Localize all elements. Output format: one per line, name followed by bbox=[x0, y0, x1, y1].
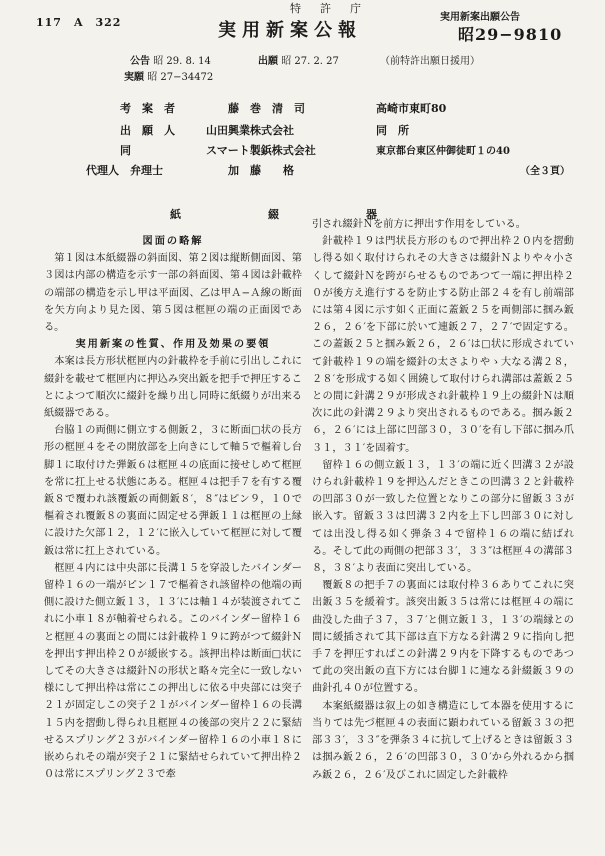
application-number: 昭 27−34472 bbox=[147, 72, 214, 83]
paragraph: 針載枠１９は門状長方形のもので押出枠２０内を摺動し得る如く取付けられその大きさは綴針Ｎよりや々小さくして綴針Ｎを跨がらせるものであつて一端に押出枠２０が後方え進行するを防止する防止部２４を有し前端部には第４図に示す如く正面に蓋鈑２５を両側部に掴み鈑２６，２６′を下部に於いて連鈑２７，２７′で固定する。この蓋鈑２５と掴み鈑２６，２６′は□状に形成されていて針載枠１９の端を綴針の太さよりやゝ大なる溝２８，２８′を形成する如く囲繞して取付けられ溝部は蓋鈑２５との間に針溝２９が形成され針載枠１９上の綴針Ｎは順次に此の針溝２９より突出されるものである。掴み鈑２６，２６′には上部に凹部３０，３０′を有し下部に掴み爪３１，３１′を固着す。 bbox=[312, 236, 574, 454]
application-number-label: 実願 bbox=[124, 72, 144, 83]
party-address: 高崎市東町80 bbox=[376, 102, 447, 115]
publication-number: 昭29−9810 bbox=[458, 25, 563, 44]
paragraph: 台脇１の両側に側立する側鈑２，３に断面□状の長方形の框匣４をその開放部を上向きにして軸５で樞着し台脚１に取付けた弾鈑６は框匣４の底面に接せしめて框匣を常に扛上せる状態にある。框匣４は把手７を有する覆鈑８で覆われ該覆鈑の両側鈑８′，８″はピン９，１０で樞着され覆鈑８の裏面に固定せる弾鈑１１は框匣の上縁に設けた欠部１２，１２′に嵌入していて框匣に対して覆鈑は常に扛上されている。 bbox=[44, 425, 302, 557]
paragraph: 框匣４内には中央部に長溝１５を穿設したバインダー留枠１６の一端がピン１７で樞着され該留枠の他端の両側に設けた側立鈑１３，１３′には軸１４が装渡されてこれに小車１８が軸着せられる。このバインダー留枠１６と框匣４の裏面との間には針載枠１９に跨がつて綴針Ｎを押出す押出枠２０が緩嵌する。該押出枠は断面□状にしてその大きさは綴針Ｎの形状と略々完全に一致しない様にして押出枠は常にこの押出しに依る中央部には突子２１が固定しこの突子２１がバインダー留枠１６の長溝１５内を摺動し得られ且框匣４の後部の突片２２に緊結せるスプリング２３がバインダー留枠１６の小車１８に嵌められその端が突子２１に緊結せられていて押出枠２０は常にスプリング２３で牽 bbox=[44, 562, 302, 781]
party-role: 同 bbox=[120, 144, 131, 157]
publication-date: 昭 29. 8. 14 bbox=[153, 56, 211, 67]
paragraph: 覆鈑８の把手７の裏面には取付枠３６ありてこれに突出鈑３５を緩着す。該突出鈑３５は常には框匣４の端に曲没した曲子３７，３７′と側立鈑１３，１３′の端縁との間に緩插されて其下部は直下方なる針溝２９に指向し把手７を押圧すればこの針溝２９内を下降するものであつて此の突出鈑の直下方には台脚１に連なる針綴鈑３９の曲針孔４０が位置する。 bbox=[312, 580, 574, 695]
party-role: 代理人 弁理士 bbox=[86, 164, 163, 177]
invention-title: 紙 綴 器 bbox=[170, 208, 415, 221]
doc-number: 117 A 322 bbox=[36, 16, 122, 29]
page-count: （全３頁） bbox=[520, 166, 570, 177]
party-name: スマート製鋲株式会社 bbox=[206, 144, 316, 157]
application-number-row bbox=[124, 68, 213, 83]
gazette-title: 実用新案公報 bbox=[218, 20, 362, 41]
filing-date-row bbox=[258, 52, 339, 67]
paragraph: 引され綴針Ｎを前方に押出す作用をしている。 bbox=[312, 219, 526, 230]
filing-date: 昭 27. 2. 27 bbox=[281, 56, 339, 67]
paragraph: 本案は長方形状框匣内の針載枠を手前に引出しこれに綴針を載せて框匣内に押込み突出鈑を把手で押圧することによつて順次に綴針を繰り出し同時に紙綴りが出来る紙綴器である。 bbox=[44, 356, 302, 420]
party-address: 同 所 bbox=[376, 124, 409, 137]
publication-date-row bbox=[130, 52, 211, 67]
party-name: 藤 巻 清 司 bbox=[228, 102, 305, 115]
party-role: 出 願 人 bbox=[120, 124, 175, 137]
paragraph: 本案紙綴器は叙上の如き構造にして本器を使用するに当りては先づ框匣４の表面に顕われている留鈑３３の把部３３′，３３″を弾条３４に抗して上げるときは留鈑３３は掴み鈑２６，２６′の凹部３０，３０′から外れるから掴み鈑２６，２６′及びこれに固定した針載枠 bbox=[312, 700, 574, 781]
heading-summary: 実用新案の性質、作用及効果の要領 bbox=[75, 338, 271, 351]
party-name: 加 藤 格 bbox=[228, 164, 294, 177]
right-column bbox=[312, 216, 574, 784]
party-role: 考 案 者 bbox=[120, 102, 175, 115]
patent-office-label: 特 許 庁 bbox=[290, 2, 365, 15]
filing-date-label: 出願 bbox=[258, 56, 278, 67]
paragraph: 第１図は本紙綴器の斜面図、第２図は縦断側面図、第３図は内部の構造を示す一部の斜面図、第４図は針載枠の端部の構造を示し甲は平面図、乙は甲Ａ−Ａ線の断面を矢方向より見た図、第５図は框匣の端の正面図である。 bbox=[44, 253, 302, 334]
publication-type-label: 実用新案出願公告 bbox=[440, 12, 520, 23]
publication-date-label: 公告 bbox=[130, 56, 150, 67]
left-column bbox=[44, 233, 302, 784]
party-name: 山田興業株式会社 bbox=[206, 124, 294, 137]
prior-application-note: （前特許出願日援用） bbox=[380, 56, 480, 67]
party-address: 東京都台東区仲御徒町１の40 bbox=[376, 146, 510, 157]
paragraph: 留枠１６の側立鈑１３，１３′の端に近く凹溝３２が設けられ針載枠１９を押込んだときこの凹溝３２と針載枠の凹部３０が一致した位置となりこの部分に留鈑３３が嵌入す。留鈑３３は凹溝３２内を上下し凹部３０に対しては出没し得る如く弾条３４で留枠１６の端に結ばれる。そして此の両側の把部３３′，３３″は框匣４の溝部３８，３８′より表面に突出している。 bbox=[312, 459, 574, 575]
heading-drawing-description: 図面の略解 bbox=[142, 235, 204, 247]
